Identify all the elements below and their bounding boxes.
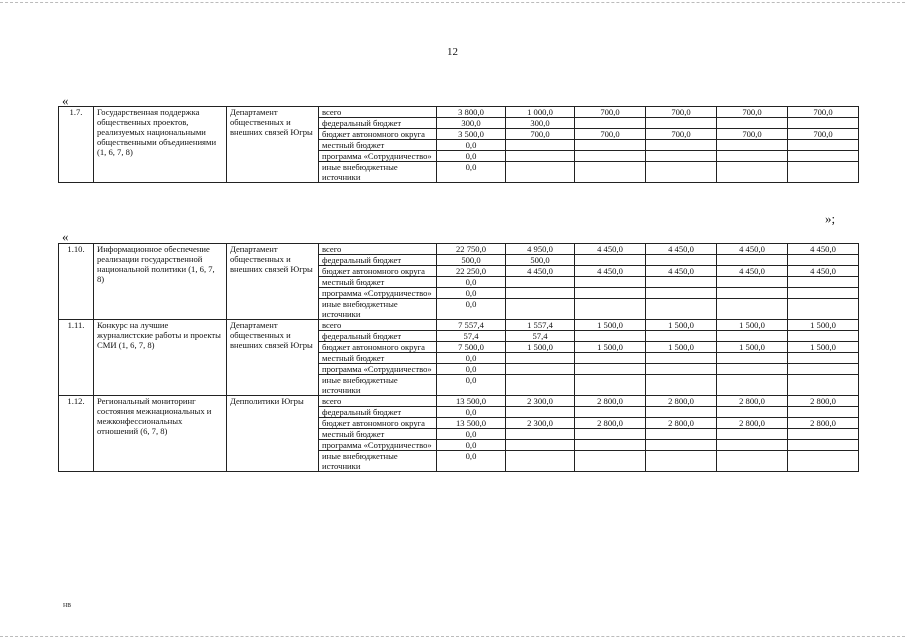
amount-cell	[717, 140, 788, 151]
amount-cell	[506, 288, 575, 299]
amount-cell	[717, 451, 788, 472]
funding-source-label: иные внебюджетные источники	[319, 162, 437, 183]
funding-source-label: местный бюджет	[319, 429, 437, 440]
amount-cell: 4 450,0	[788, 266, 859, 277]
item-number: 1.12.	[59, 396, 94, 472]
close-quote: »;	[825, 211, 836, 226]
amount-cell	[506, 364, 575, 375]
amount-cell	[575, 151, 646, 162]
item-number: 1.10.	[59, 244, 94, 320]
amount-cell: 0,0	[437, 299, 506, 320]
amount-cell: 700,0	[506, 129, 575, 140]
amount-cell: 1 500,0	[717, 342, 788, 353]
item-number: 1.7.	[59, 107, 94, 183]
amount-cell: 3 800,0	[437, 107, 506, 118]
amount-cell	[646, 375, 717, 396]
amount-cell: 2 800,0	[717, 418, 788, 429]
amount-cell	[717, 331, 788, 342]
amount-cell	[717, 299, 788, 320]
amount-cell: 1 500,0	[788, 320, 859, 331]
funding-source-label: всего	[319, 244, 437, 255]
item-executor: Депполитики Югры	[227, 396, 319, 472]
amount-cell	[646, 364, 717, 375]
open-quote-1: «	[62, 93, 69, 108]
amount-cell: 2 800,0	[717, 396, 788, 407]
amount-cell	[506, 375, 575, 396]
funding-source-label: программа «Сотрудничество»	[319, 364, 437, 375]
funding-source-label: федеральный бюджет	[319, 407, 437, 418]
amount-cell	[506, 162, 575, 183]
amount-cell: 0,0	[437, 277, 506, 288]
amount-cell	[506, 299, 575, 320]
amount-cell: 700,0	[788, 129, 859, 140]
amount-cell	[788, 407, 859, 418]
item-name: Информационное обеспечение реализации государственной национальной политики (1, 6, 7, 8)	[94, 244, 227, 320]
amount-cell: 0,0	[437, 451, 506, 472]
amount-cell: 2 800,0	[575, 396, 646, 407]
amount-cell	[646, 407, 717, 418]
amount-cell: 2 300,0	[506, 396, 575, 407]
amount-cell: 4 450,0	[646, 266, 717, 277]
table-row	[59, 320, 859, 331]
item-executor: Департамент общественных и внешних связей Югры	[227, 244, 319, 320]
amount-cell	[646, 162, 717, 183]
amount-cell: 2 800,0	[575, 418, 646, 429]
corner-mark: нв	[63, 600, 72, 609]
amount-cell: 4 450,0	[788, 244, 859, 255]
amount-cell: 1 500,0	[575, 342, 646, 353]
amount-cell	[717, 440, 788, 451]
amount-cell: 700,0	[575, 129, 646, 140]
amount-cell	[788, 255, 859, 266]
amount-cell: 700,0	[646, 107, 717, 118]
amount-cell	[575, 331, 646, 342]
item-name: Региональный мониторинг состояния межнациональных и межконфессиональных отношений (6, 7, 8)	[94, 396, 227, 472]
scan-top-edge	[0, 2, 905, 3]
amount-cell	[788, 364, 859, 375]
amount-cell	[788, 277, 859, 288]
amount-cell	[788, 440, 859, 451]
amount-cell: 1 000,0	[506, 107, 575, 118]
amount-cell	[575, 299, 646, 320]
amount-cell	[717, 151, 788, 162]
amount-cell: 700,0	[646, 129, 717, 140]
funding-source-label: бюджет автономного округа	[319, 342, 437, 353]
funding-source-label: иные внебюджетные источники	[319, 451, 437, 472]
amount-cell: 0,0	[437, 429, 506, 440]
amount-cell	[646, 277, 717, 288]
amount-cell: 7 500,0	[437, 342, 506, 353]
amount-cell: 4 450,0	[717, 266, 788, 277]
amount-cell: 4 450,0	[717, 244, 788, 255]
amount-cell: 0,0	[437, 407, 506, 418]
amount-cell	[575, 118, 646, 129]
amount-cell	[506, 440, 575, 451]
funding-source-label: программа «Сотрудничество»	[319, 440, 437, 451]
table-row	[59, 244, 859, 255]
amount-cell: 2 800,0	[646, 396, 717, 407]
amount-cell	[717, 162, 788, 183]
amount-cell	[646, 429, 717, 440]
amount-cell	[575, 255, 646, 266]
open-quote-2: «	[62, 229, 69, 244]
amount-cell: 57,4	[437, 331, 506, 342]
amount-cell	[717, 407, 788, 418]
amount-cell	[788, 331, 859, 342]
amount-cell	[575, 288, 646, 299]
funding-source-label: местный бюджет	[319, 140, 437, 151]
amount-cell	[717, 375, 788, 396]
amount-cell	[575, 429, 646, 440]
amount-cell	[717, 277, 788, 288]
amount-cell	[788, 162, 859, 183]
table-row	[59, 396, 859, 407]
amount-cell	[646, 255, 717, 266]
amount-cell	[646, 331, 717, 342]
amount-cell: 13 500,0	[437, 418, 506, 429]
funding-source-label: бюджет автономного округа	[319, 418, 437, 429]
amount-cell	[646, 299, 717, 320]
amount-cell: 4 450,0	[575, 244, 646, 255]
amount-cell	[575, 140, 646, 151]
amount-cell: 300,0	[506, 118, 575, 129]
item-executor: Департамент общественных и внешних связей Югры	[227, 320, 319, 396]
amount-cell	[646, 440, 717, 451]
funding-source-label: иные внебюджетные источники	[319, 375, 437, 396]
amount-cell	[575, 407, 646, 418]
amount-cell	[788, 375, 859, 396]
amount-cell: 700,0	[788, 107, 859, 118]
amount-cell: 1 500,0	[506, 342, 575, 353]
amount-cell: 22 750,0	[437, 244, 506, 255]
amount-cell	[506, 353, 575, 364]
amount-cell: 0,0	[437, 364, 506, 375]
amount-cell	[788, 353, 859, 364]
amount-cell: 500,0	[506, 255, 575, 266]
amount-cell: 3 500,0	[437, 129, 506, 140]
amount-cell: 1 500,0	[646, 342, 717, 353]
amount-cell	[575, 440, 646, 451]
amount-cell	[646, 151, 717, 162]
amount-cell: 2 800,0	[646, 418, 717, 429]
amount-cell: 700,0	[575, 107, 646, 118]
amount-cell: 22 250,0	[437, 266, 506, 277]
amount-cell	[646, 118, 717, 129]
funding-source-label: всего	[319, 107, 437, 118]
amount-cell	[788, 140, 859, 151]
amount-cell	[717, 429, 788, 440]
amount-cell: 2 800,0	[788, 418, 859, 429]
amount-cell	[506, 407, 575, 418]
funding-source-label: программа «Сотрудничество»	[319, 151, 437, 162]
funding-source-label: всего	[319, 320, 437, 331]
funding-source-label: бюджет автономного округа	[319, 266, 437, 277]
amount-cell	[646, 140, 717, 151]
amount-cell: 4 450,0	[506, 266, 575, 277]
amount-cell	[788, 429, 859, 440]
amount-cell: 57,4	[506, 331, 575, 342]
amount-cell	[646, 353, 717, 364]
amount-cell	[788, 299, 859, 320]
item-number: 1.11.	[59, 320, 94, 396]
amount-cell	[506, 451, 575, 472]
amount-cell: 4 950,0	[506, 244, 575, 255]
amount-cell	[506, 429, 575, 440]
amount-cell: 0,0	[437, 140, 506, 151]
amount-cell	[788, 151, 859, 162]
amount-cell: 2 300,0	[506, 418, 575, 429]
funding-source-label: бюджет автономного округа	[319, 129, 437, 140]
amount-cell: 0,0	[437, 440, 506, 451]
amount-cell: 2 800,0	[788, 396, 859, 407]
funding-source-label: федеральный бюджет	[319, 331, 437, 342]
amount-cell	[717, 118, 788, 129]
amount-cell: 0,0	[437, 288, 506, 299]
amount-cell	[506, 277, 575, 288]
page-number: 12	[447, 46, 458, 58]
amount-cell: 1 500,0	[575, 320, 646, 331]
amount-cell: 0,0	[437, 162, 506, 183]
amount-cell: 1 500,0	[646, 320, 717, 331]
amount-cell	[717, 364, 788, 375]
amount-cell: 700,0	[717, 129, 788, 140]
item-name: Конкурс на лучшие журналистские работы и проекты СМИ (1, 6, 7, 8)	[94, 320, 227, 396]
amount-cell: 1 500,0	[717, 320, 788, 331]
funding-table-2	[58, 243, 859, 472]
table-row	[59, 107, 859, 118]
funding-source-label: местный бюджет	[319, 277, 437, 288]
amount-cell	[646, 451, 717, 472]
amount-cell: 0,0	[437, 375, 506, 396]
funding-source-label: иные внебюджетные источники	[319, 299, 437, 320]
amount-cell: 0,0	[437, 353, 506, 364]
amount-cell	[575, 375, 646, 396]
amount-cell	[788, 118, 859, 129]
funding-source-label: всего	[319, 396, 437, 407]
amount-cell	[788, 451, 859, 472]
amount-cell	[717, 353, 788, 364]
amount-cell: 1 500,0	[788, 342, 859, 353]
amount-cell	[646, 288, 717, 299]
amount-cell	[575, 451, 646, 472]
amount-cell: 13 500,0	[437, 396, 506, 407]
amount-cell	[717, 288, 788, 299]
amount-cell: 500,0	[437, 255, 506, 266]
funding-source-label: федеральный бюджет	[319, 255, 437, 266]
amount-cell	[506, 151, 575, 162]
amount-cell	[788, 288, 859, 299]
amount-cell: 700,0	[717, 107, 788, 118]
amount-cell: 4 450,0	[646, 244, 717, 255]
funding-table-1	[58, 106, 859, 183]
amount-cell	[506, 140, 575, 151]
amount-cell: 300,0	[437, 118, 506, 129]
amount-cell: 0,0	[437, 151, 506, 162]
item-executor: Департамент общественных и внешних связей Югры	[227, 107, 319, 183]
amount-cell: 7 557,4	[437, 320, 506, 331]
funding-source-label: программа «Сотрудничество»	[319, 288, 437, 299]
amount-cell	[575, 162, 646, 183]
amount-cell	[717, 255, 788, 266]
amount-cell	[575, 353, 646, 364]
amount-cell	[575, 364, 646, 375]
amount-cell: 1 557,4	[506, 320, 575, 331]
amount-cell: 4 450,0	[575, 266, 646, 277]
item-name: Государственная поддержка общественных проектов, реализуемых национальными общественными объединениями (1, 6, 7, 8)	[94, 107, 227, 183]
funding-source-label: федеральный бюджет	[319, 118, 437, 129]
funding-source-label: местный бюджет	[319, 353, 437, 364]
amount-cell	[575, 277, 646, 288]
scan-bottom-edge	[0, 636, 905, 637]
